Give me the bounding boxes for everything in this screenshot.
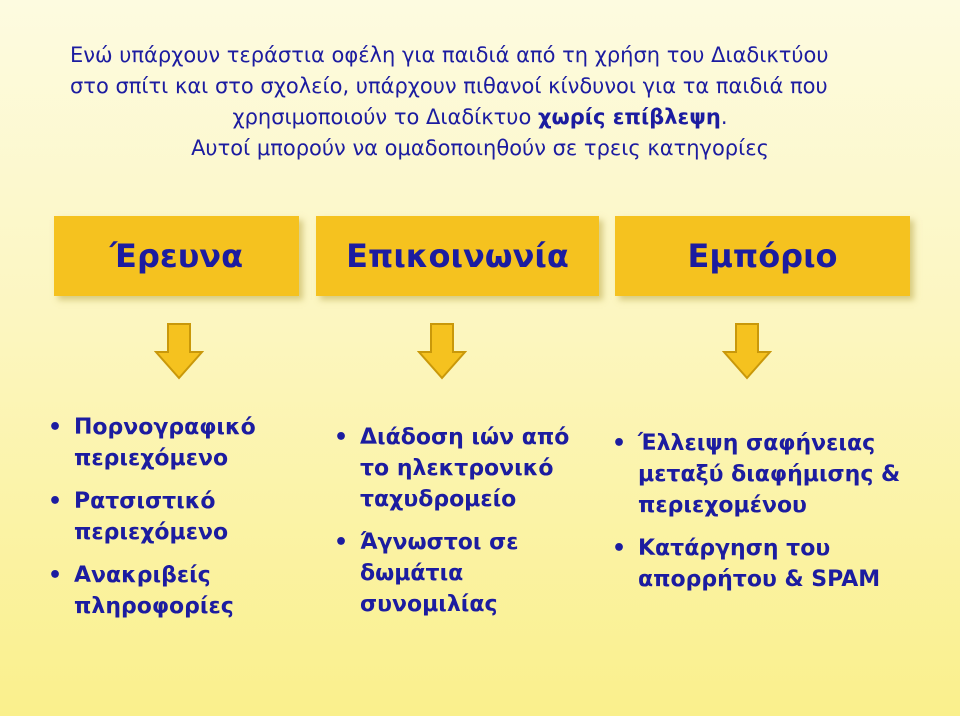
intro-line-3-bold: χωρίς επίβλεψη <box>537 105 721 129</box>
list-item: • Έλλειψη σαφήνειας μεταξύ διαφήμισης & περιεχομένου <box>612 428 932 521</box>
down-arrow-icon <box>417 322 467 380</box>
list-item: • Άγνωστοι σε δωμάτια συνομιλίας <box>334 527 574 620</box>
list-item: • Πορνογραφικό περιεχόμενο <box>48 412 288 474</box>
intro-line-2: στο σπίτι και στο σχολείο, υπάρχουν πιθανοί κίνδυνοι για τα παιδιά που <box>70 74 828 98</box>
category-research: Έρευνα <box>54 216 299 296</box>
intro-line-3-plain: χρησιμοποιούν το Διαδίκτυο <box>232 105 538 129</box>
list-item: • Ανακριβείς πληροφορίες <box>48 560 288 622</box>
intro-line-3-end: . <box>720 105 728 129</box>
intro-line-1: Ενώ υπάρχουν τεράστια οφέλη για παιδιά από τη χρήση του Διαδικτύου <box>70 43 829 67</box>
list-item: • Ρατσιστικό περιεχόμενο <box>48 486 288 548</box>
category-communication: Επικοινωνία <box>316 216 599 296</box>
column-communication <box>334 422 574 632</box>
column-research <box>48 412 288 634</box>
down-arrow-icon <box>722 322 772 380</box>
intro-line-4: Αυτοί μπορούν να ομαδοποιηθούν σε τρεις κατηγορίες <box>191 136 769 160</box>
category-commerce: Εμπόριο <box>615 216 910 296</box>
intro-line-3 <box>40 102 920 133</box>
list-item: • Διάδοση ιών από το ηλεκτρονικό ταχυδρομείο <box>334 422 574 515</box>
list-item: • Κατάργηση του απορρήτου & SPAM <box>612 533 932 595</box>
down-arrow-icon <box>154 322 204 380</box>
intro-text <box>40 40 920 164</box>
column-commerce <box>612 428 932 607</box>
